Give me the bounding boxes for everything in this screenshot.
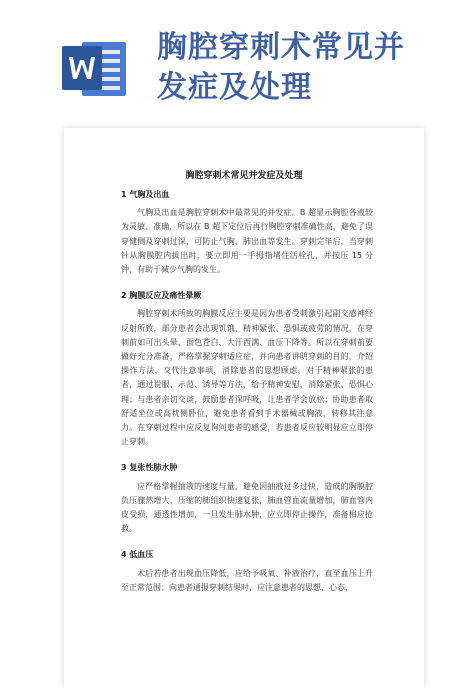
document-title: 胸腔穿刺术常见并发症及处理 [185, 171, 303, 181]
section-pneumothorax [121, 188, 373, 277]
banner-title-line-1: 胸腔穿刺术常见并 [157, 30, 405, 65]
banner [0, 0, 474, 118]
section-heading: 4 低血压 [121, 550, 154, 560]
section-paragraph: 应严格掌握抽液的速度与量，避免因抽液过多过快，造成的胸膜腔负压骤然增大，压缩的肺组织快速复张，肺血管血流量增加，肺血管内皮受损，通透性增加，一旦发生肺水肿，应立即停止操作，准备相应抢救。 [121, 481, 373, 534]
section-heading: 1 气胸及出血 [121, 190, 170, 199]
section-heading: 2 胸膜反应及痛性晕厥 [121, 291, 202, 301]
document-page [64, 128, 424, 688]
banner-title-line-2: 发症及处理 [157, 70, 312, 105]
section-pleural-reaction [121, 289, 373, 449]
section-paragraph: 术后若患者出现血压降低，应给予吸氧、补液治疗，直至血压上升至正常范围；向患者通报穿刺结果时，应注意患者的思想、心态， [121, 568, 373, 592]
section-hypotension [121, 548, 373, 595]
section-paragraph: 胸腔穿刺术所致的胸膜反应主要是因为患者受刺激引起副交感神经反射所致，部分患者会出现饥饿、精神紧张、恐惧或疲劳的情况，在穿刺前如可出头晕、面色苍白、大汗西满、血压下降等。所以在穿刺前要做好充分准备，严格掌握穿刺适应症，并向患者讲明穿刺的目的，介绍操作方法，交代注意事项，消除患者的思想顾虑，对于精神紧张的患者，通过说服、示范、诱导等方法，给予精神安慰，消除紧张、恐惧心理；与患者亲切交谈，鼓励患者深呼吸，让患者学会放松；协助患者取舒适坐位或高枕侧卧位，避免患者看到手术器械或胸液，转移其注意力。在穿刺过程中应反复询问患者的感受，若患者反应较明显应立即停止穿刺。 [121, 309, 373, 447]
word-doc-icon [62, 36, 128, 100]
section-paragraph: 气胸及出血是胸腔穿刺术中最常见的并发症。B 超显示胸腔各液较为灵敏、准确，所以在 B 超下定位后再行胸腔穿刺准确性高，避免了误穿健侧及穿刺过深，可防止气胸、肺出血等发生。穿刺完毕后，当穿刺针从胸膜腔内拔出时，要立即用一手拇指堵住活栓孔，并按压 15 分钟，有助于减少气胸的发生。 [121, 208, 373, 275]
section-pulmonary-edema [121, 461, 373, 536]
section-heading: 3 复张性肺水肿 [121, 463, 178, 473]
document-body [121, 188, 373, 607]
banner-title [157, 28, 457, 108]
